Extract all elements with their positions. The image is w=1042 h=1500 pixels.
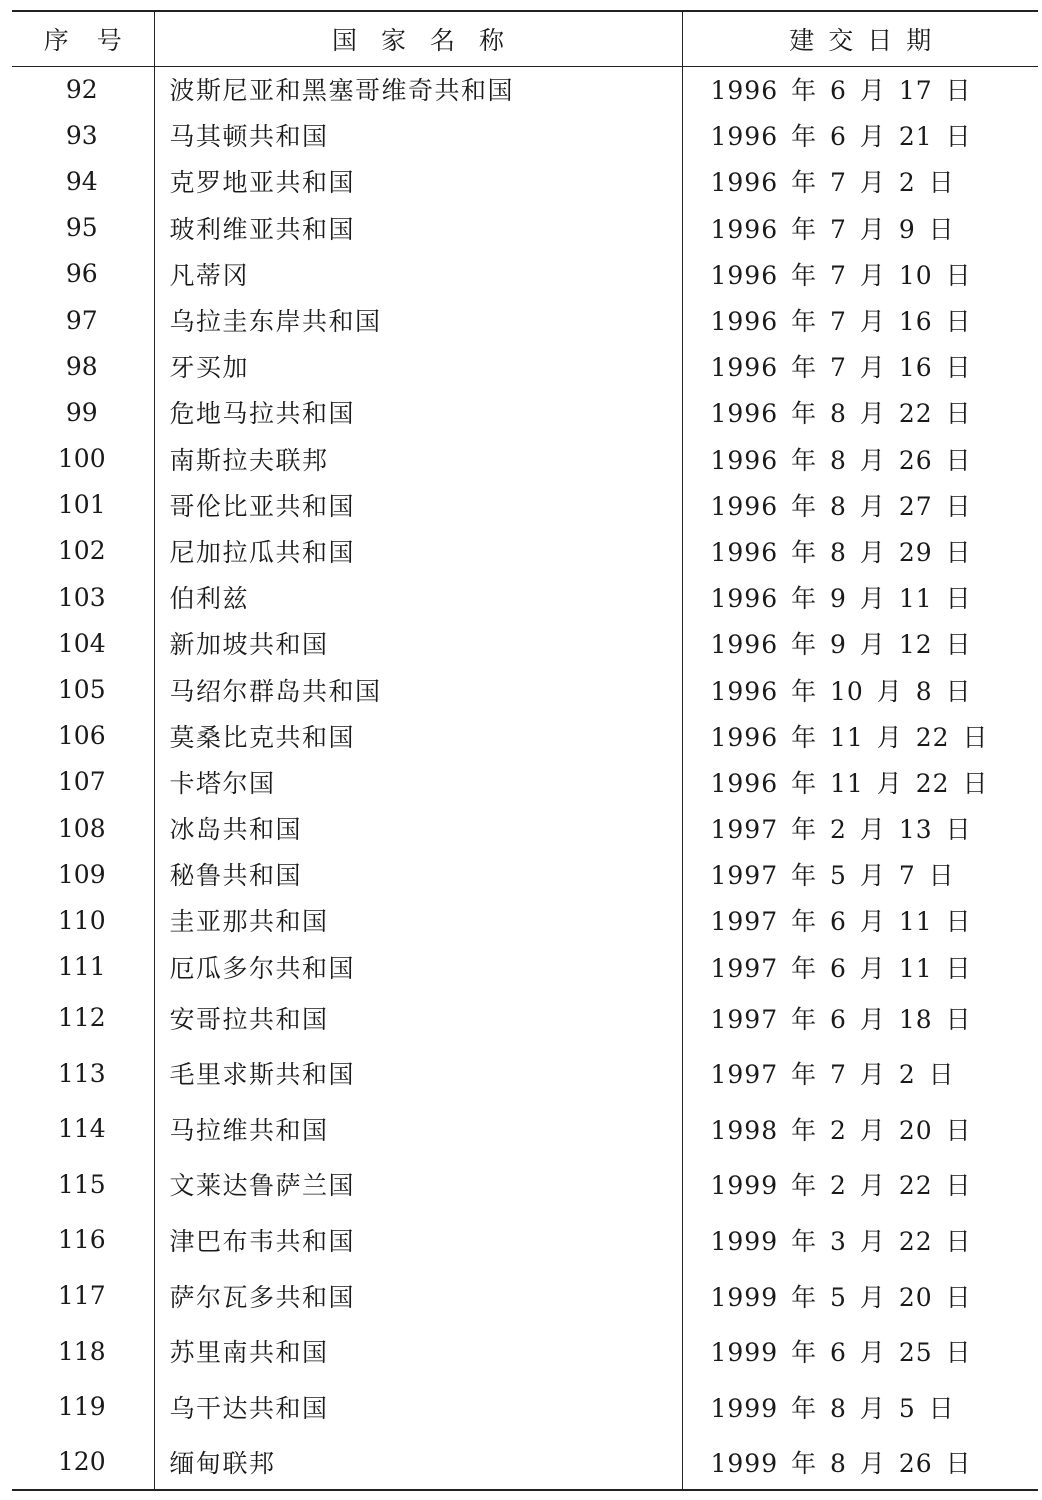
- establish-date-cell: 1997 年 6 月 18 日: [682, 990, 1038, 1046]
- header-seq: 序号: [43, 25, 150, 55]
- seq-cell: 104: [57, 628, 106, 658]
- country-name-cell: 秘鲁共和国: [154, 851, 682, 897]
- country-name-cell: 津巴布韦共和国: [154, 1212, 682, 1268]
- country-name-cell: 苏里南共和国: [154, 1323, 682, 1379]
- establish-date-cell: 1998 年 2 月 20 日: [682, 1101, 1038, 1157]
- country-name-cell: 尼加拉瓜共和国: [154, 528, 682, 574]
- country-name-cell: 厄瓜多尔共和国: [154, 944, 682, 990]
- table-row: [12, 482, 1038, 528]
- table-row: [12, 897, 1038, 943]
- country-name-cell: 马拉维共和国: [154, 1101, 682, 1157]
- table-row: [12, 1435, 1038, 1491]
- table-row: [12, 990, 1038, 1046]
- document-page: [12, 10, 1038, 1491]
- seq-cell: 98: [65, 351, 98, 381]
- seq-cell: 114: [57, 1114, 106, 1144]
- country-name-cell: 波斯尼亚和黑塞哥维奇共和国: [154, 66, 682, 112]
- country-name-cell: 毛里求斯共和国: [154, 1045, 682, 1101]
- seq-cell: 100: [57, 444, 106, 474]
- establish-date-cell: 1996 年 7 月 10 日: [682, 251, 1038, 297]
- establish-date-cell: 1997 年 7 月 2 日: [682, 1045, 1038, 1101]
- seq-cell: 112: [57, 1003, 106, 1033]
- table-row: [12, 528, 1038, 574]
- country-name-cell: 危地马拉共和国: [154, 389, 682, 435]
- table-row: [12, 389, 1038, 435]
- header-establish-date: 建交日期: [682, 11, 1038, 66]
- table-row: [12, 1157, 1038, 1213]
- country-name-cell: 卡塔尔国: [154, 759, 682, 805]
- country-name-cell: 马其顿共和国: [154, 112, 682, 158]
- country-name-cell: 安哥拉共和国: [154, 990, 682, 1046]
- country-name-cell: 乌干达共和国: [154, 1379, 682, 1435]
- seq-cell: 99: [65, 397, 98, 427]
- table-row: [12, 666, 1038, 712]
- establish-date-cell: 1996 年 8 月 26 日: [682, 436, 1038, 482]
- establish-date-cell: 1996 年 7 月 9 日: [682, 205, 1038, 251]
- table-row: [12, 620, 1038, 666]
- establish-date-cell: 1996 年 7 月 2 日: [682, 158, 1038, 204]
- seq-cell: 101: [57, 490, 106, 520]
- table-body: [12, 66, 1038, 1490]
- table-row: [12, 297, 1038, 343]
- country-name-cell: 哥伦比亚共和国: [154, 482, 682, 528]
- table-row: [12, 1268, 1038, 1324]
- country-name-cell: 马绍尔群岛共和国: [154, 666, 682, 712]
- seq-cell: 102: [57, 536, 106, 566]
- country-name-cell: 凡蒂冈: [154, 251, 682, 297]
- table-row: [12, 1045, 1038, 1101]
- seq-cell: 108: [57, 813, 106, 843]
- country-name-cell: 克罗地亚共和国: [154, 158, 682, 204]
- establish-date-cell: 1999 年 2 月 22 日: [682, 1157, 1038, 1213]
- table-row: [12, 574, 1038, 620]
- establish-date-cell: 1999 年 5 月 20 日: [682, 1268, 1038, 1324]
- establish-date-cell: 1996 年 6 月 21 日: [682, 112, 1038, 158]
- seq-cell: 107: [57, 767, 106, 797]
- country-name-cell: 缅甸联邦: [154, 1435, 682, 1491]
- seq-cell: 94: [65, 166, 98, 196]
- seq-cell: 113: [57, 1058, 106, 1088]
- establish-date-cell: 1996 年 8 月 29 日: [682, 528, 1038, 574]
- country-name-cell: 新加坡共和国: [154, 620, 682, 666]
- seq-cell: 105: [57, 675, 106, 705]
- table-row: [12, 1212, 1038, 1268]
- country-name-cell: 伯利兹: [154, 574, 682, 620]
- seq-cell: 119: [57, 1392, 106, 1422]
- establish-date-cell: 1999 年 8 月 5 日: [682, 1379, 1038, 1435]
- country-name-cell: 莫桑比克共和国: [154, 713, 682, 759]
- seq-cell: 92: [65, 74, 98, 104]
- seq-cell: 115: [57, 1169, 106, 1199]
- establish-date-cell: 1996 年 7 月 16 日: [682, 297, 1038, 343]
- seq-cell: 97: [65, 305, 98, 335]
- table-row: [12, 158, 1038, 204]
- country-name-cell: 南斯拉夫联邦: [154, 436, 682, 482]
- table-row: [12, 851, 1038, 897]
- table-row: [12, 436, 1038, 482]
- establish-date-cell: 1999 年 3 月 22 日: [682, 1212, 1038, 1268]
- table-header: [12, 11, 1038, 66]
- table-row: [12, 944, 1038, 990]
- table-row: [12, 66, 1038, 112]
- country-name-cell: 圭亚那共和国: [154, 897, 682, 943]
- establish-date-cell: 1996 年 11 月 22 日: [682, 759, 1038, 805]
- table-row: [12, 1379, 1038, 1435]
- table-row: [12, 805, 1038, 851]
- establish-date-cell: 1999 年 8 月 26 日: [682, 1435, 1038, 1491]
- country-name-cell: 冰岛共和国: [154, 805, 682, 851]
- country-name-cell: 乌拉圭东岸共和国: [154, 297, 682, 343]
- establish-date-cell: 1996 年 9 月 11 日: [682, 574, 1038, 620]
- table-row: [12, 1323, 1038, 1379]
- establish-date-cell: 1996 年 8 月 27 日: [682, 482, 1038, 528]
- header-country-name: 国家名称: [154, 11, 682, 66]
- seq-cell: 116: [57, 1225, 106, 1255]
- establish-date-cell: 1997 年 6 月 11 日: [682, 897, 1038, 943]
- country-name-cell: 萨尔瓦多共和国: [154, 1268, 682, 1324]
- table-row: [12, 205, 1038, 251]
- table-row: [12, 343, 1038, 389]
- establish-date-cell: 1996 年 8 月 22 日: [682, 389, 1038, 435]
- establish-date-cell: 1996 年 11 月 22 日: [682, 713, 1038, 759]
- country-name-cell: 牙买加: [154, 343, 682, 389]
- country-name-cell: 文莱达鲁萨兰国: [154, 1157, 682, 1213]
- seq-cell: 93: [65, 120, 98, 150]
- establish-date-cell: 1996 年 7 月 16 日: [682, 343, 1038, 389]
- seq-cell: 120: [12, 1435, 154, 1491]
- establish-date-cell: 1996 年 6 月 17 日: [682, 66, 1038, 112]
- table-row: [12, 1101, 1038, 1157]
- establish-date-cell: 1997 年 2 月 13 日: [682, 805, 1038, 851]
- seq-cell: 111: [57, 952, 106, 982]
- establish-date-cell: 1999 年 6 月 25 日: [682, 1323, 1038, 1379]
- header-row: [12, 11, 1038, 66]
- diplomatic-relations-table: [12, 10, 1038, 1491]
- seq-cell: 106: [57, 721, 106, 751]
- establish-date-cell: 1996 年 10 月 8 日: [682, 666, 1038, 712]
- table-row: [12, 713, 1038, 759]
- establish-date-cell: 1997 年 6 月 11 日: [682, 944, 1038, 990]
- table-row: [12, 759, 1038, 805]
- seq-cell: 103: [57, 582, 106, 612]
- seq-cell: 110: [57, 905, 106, 935]
- establish-date-cell: 1997 年 5 月 7 日: [682, 851, 1038, 897]
- seq-cell: 118: [57, 1336, 106, 1366]
- seq-cell: 109: [57, 859, 106, 889]
- seq-cell: 95: [65, 213, 98, 243]
- seq-cell: 96: [65, 259, 98, 289]
- table-row: [12, 251, 1038, 297]
- seq-cell: 117: [57, 1281, 106, 1311]
- establish-date-cell: 1996 年 9 月 12 日: [682, 620, 1038, 666]
- country-name-cell: 玻利维亚共和国: [154, 205, 682, 251]
- table-row: [12, 112, 1038, 158]
